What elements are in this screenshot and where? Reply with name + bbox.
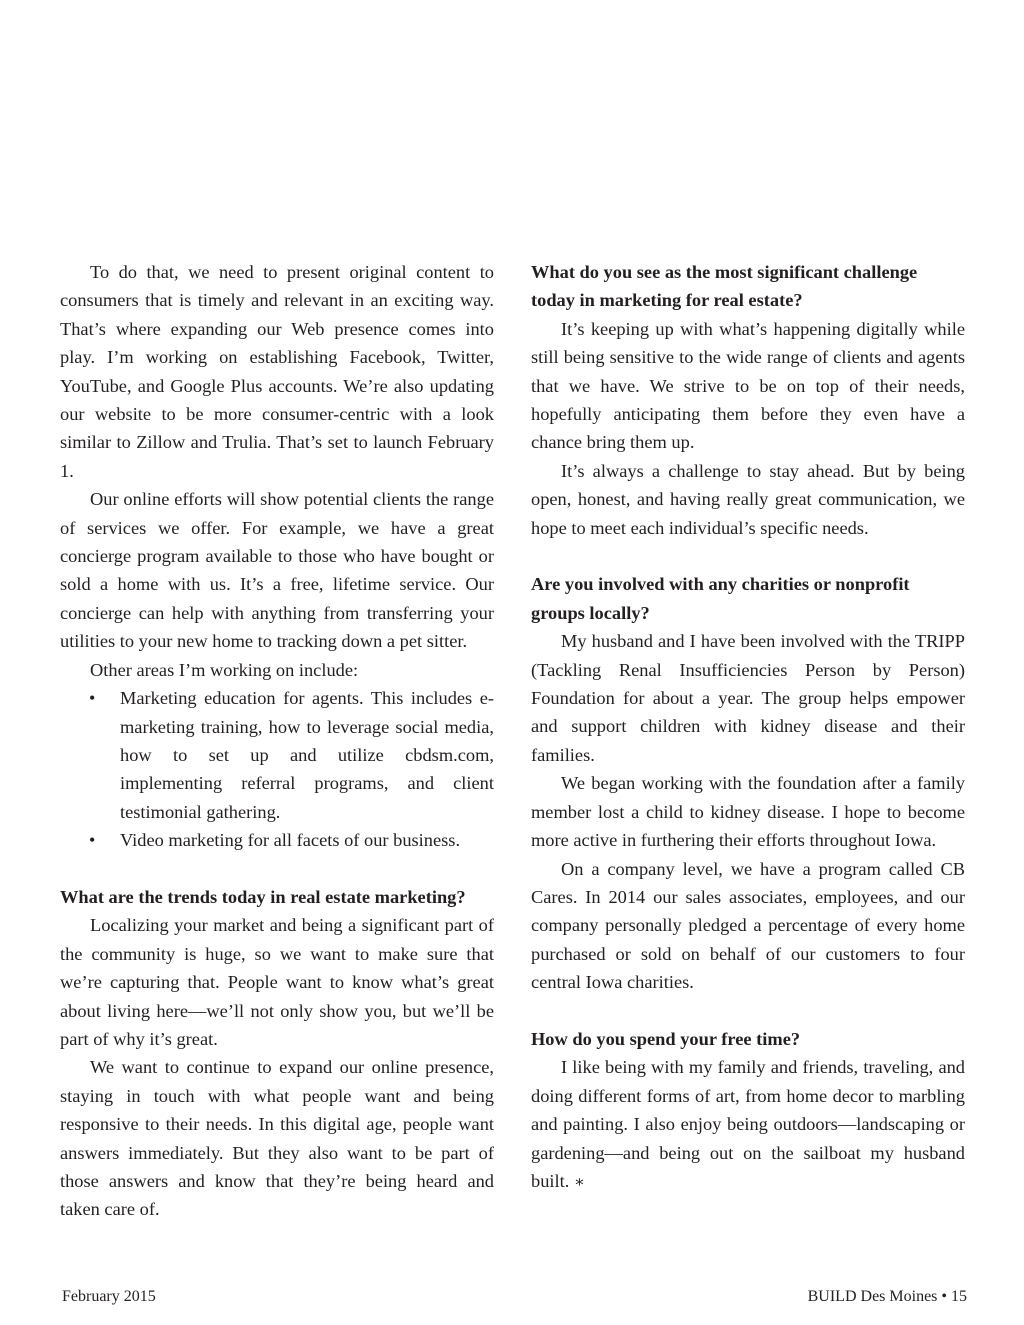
body-paragraph: My husband and I have been involved with the TRIPP (Tackling Renal Insufficiencies Person by Person) Foundation for about a year. The group helps empower and support children with kidney disease and their families.	[531, 631, 965, 765]
list-item-text: Marketing education for agents. This includes e-marketing training, how to leverage social media, how to set up and utilize cbdsm.com, implementing referral programs, and client testimonial gathering.	[120, 688, 494, 822]
list-item	[60, 826, 494, 854]
bullet-icon: •	[89, 688, 96, 709]
end-mark-icon: ∗	[573, 1173, 585, 1191]
body-paragraph: Localizing your market and being a significant part of the community is huge, so we want to make sure that we’re capturing that. People want to know what’s great about living here—we’ll not only show you, but we’ll be part of why it’s great.	[60, 915, 494, 1049]
bullet-list	[60, 684, 494, 854]
question-heading: What are the trends today in real estate marketing?	[60, 886, 466, 907]
question-heading: Are you involved with any charities or nonprofit groups locally?	[531, 574, 910, 623]
left-column	[60, 258, 494, 1224]
list-item-text: Video marketing for all facets of our business.	[120, 830, 461, 851]
bullet-icon: •	[89, 830, 96, 851]
footer-page-number: BUILD Des Moines • 15	[807, 1288, 967, 1305]
body-paragraph: It’s keeping up with what’s happening digitally while still being sensitive to the wide range of clients and agents that we have. We strive to be on top of their needs, hopefully anticipating them before they even have a chance bring them up.	[531, 318, 965, 453]
question-heading: How do you spend your free time?	[531, 1028, 801, 1049]
body-paragraph: On a company level, we have a program called CB Cares. In 2014 our sales associates, employees, and our company personally pledged a percentage of every home purchased or sold on behalf of our customers to four central Iowa charities.	[531, 858, 965, 993]
question-heading: What do you see as the most significant challenge today in marketing for real estate?	[531, 262, 918, 311]
list-item	[60, 684, 494, 826]
footer-date: February 2015	[62, 1288, 156, 1305]
body-paragraph	[531, 1053, 965, 1197]
body-paragraph: Other areas I’m working on include:	[90, 659, 359, 680]
body-paragraph: We want to continue to expand our online presence, staying in touch with what people want and being responsive to their needs. In this digital age, people want answers immediately. But they also want to be part of those answers and know that they’re being heard and taken care of.	[60, 1057, 494, 1220]
body-paragraph: It’s always a challenge to stay ahead. But by being open, honest, and having really great communication, we hope to meet each individual’s specific needs.	[531, 460, 965, 538]
body-paragraph: We began working with the foundation after a family member lost a child to kidney disease. I hope to become more active in furthering their efforts throughout Iowa.	[531, 773, 965, 851]
body-paragraph: To do that, we need to present original content to consumers that is timely and relevant in an exciting way. That’s where expanding our Web presence comes into play. I’m working on establishing Facebook, Twitter, YouTube, and Google Plus accounts. We’re also updating our website to be more consumer-centric with a look similar to Zillow and Trulia. That’s set to launch February 1.	[60, 262, 494, 481]
body-paragraph: Our online efforts will show potential clients the range of services we offer. For example, we have a great concierge program available to those who have bought or sold a home with us. It’s a free, lifetime service. Our concierge can help with anything from transferring your utilities to your new home to tracking down a pet sitter.	[60, 489, 494, 652]
right-column	[531, 258, 965, 1197]
final-answer-text: I like being with my family and friends, traveling, and doing different forms of art, from home decor to marbling and painting. I also enjoy being outdoors—landscaping or gardening—and being out on the sailboat my husband built.	[531, 1057, 965, 1191]
